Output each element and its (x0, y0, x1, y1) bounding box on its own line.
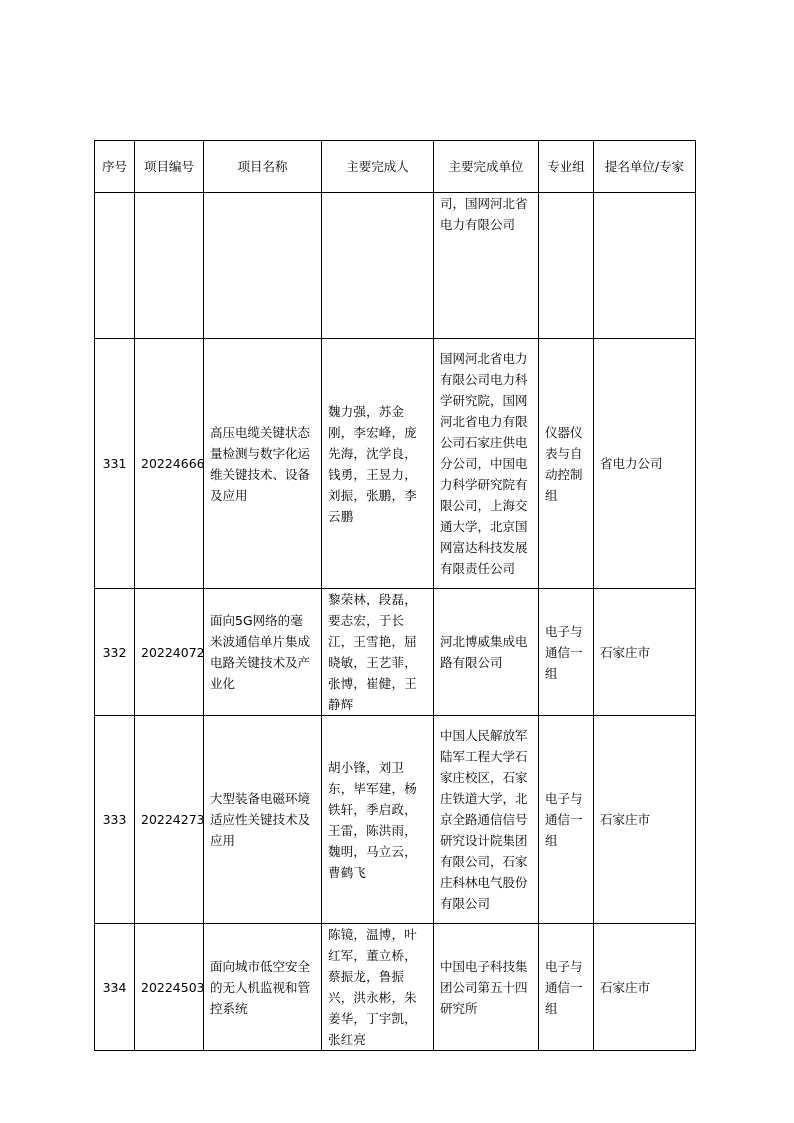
cell-nominator: 石家庄市 (594, 716, 696, 924)
cell-name-text: 面向城市低空安全的无人机监视和管控系统 (210, 958, 311, 1016)
header-name: 项目名称 (204, 141, 322, 193)
cell-group-text: 仪器仪表与自动控制组 (545, 424, 583, 503)
cell-units-text: 河北博威集成电路有限公司 (440, 634, 528, 670)
table-row (95, 589, 696, 716)
cell-name (204, 339, 322, 589)
table-row (95, 716, 696, 924)
cell-units (434, 716, 539, 924)
header-seq: 序号 (95, 141, 135, 193)
table-row (95, 193, 696, 339)
cell-name (204, 193, 322, 339)
header-people: 主要完成人 (322, 141, 434, 193)
cell-units (434, 193, 539, 339)
cell-people-text: 陈镜，温博，叶红军，董立桥，蔡振龙，鲁振兴，洪永彬，朱姜华，丁宇凯，张红亮 (328, 927, 417, 1047)
cell-seq: 333 (95, 716, 135, 924)
cell-name (204, 716, 322, 924)
cell-nominator (594, 193, 696, 339)
cell-people-text: 黎荣林，段磊，要志宏，于长江，王雪艳，屈晓敏，王艺菲，张博，崔健，王静辉 (328, 592, 417, 712)
header-group: 专业组 (539, 141, 594, 193)
awards-table (94, 140, 696, 1051)
cell-group (539, 924, 594, 1051)
cell-name-text: 面向5G网络的毫米波通信单片集成电路关键技术及产业化 (210, 613, 311, 691)
cell-units-text: 国网河北省电力有限公司电力科学研究院，国网河北省电力有限公司石家庄供电分公司，中国电力科学研究院有限公司，上海交通大学，北京国网富达科技发展有限责任公司 (440, 351, 528, 576)
cell-code (135, 193, 204, 339)
cell-code: 20224666 (135, 339, 204, 589)
cell-people-text: 魏力强，苏金刚，李宏峰，庞先海，沈学良，钱勇，王昱力，刘振，张鹏，李云鹏 (328, 403, 417, 524)
cell-people-text: 胡小锋，刘卫东，毕军建，杨铁轩，季启政，王雷，陈洪雨，魏明，马立云，曹鹤飞 (328, 759, 417, 880)
header-nominator: 提名单位/专家 (594, 141, 696, 193)
cell-group-text: 电子与通信一组 (545, 623, 583, 681)
cell-people (322, 924, 434, 1051)
cell-group (539, 716, 594, 924)
cell-people (322, 716, 434, 924)
cell-seq (95, 193, 135, 339)
table-header-row (95, 141, 696, 193)
cell-name (204, 924, 322, 1051)
cell-name-text: 大型装备电磁环境适应性关键技术及应用 (210, 791, 311, 848)
table-row (95, 339, 696, 589)
cell-group (539, 339, 594, 589)
cell-group (539, 193, 594, 339)
cell-people (322, 339, 434, 589)
cell-group-text: 电子与通信一组 (545, 791, 583, 848)
cell-name-text: 高压电缆关键状态量检测与数字化运维关键技术、设备及应用 (210, 424, 311, 503)
header-units: 主要完成单位 (434, 141, 539, 193)
cell-people (322, 589, 434, 716)
cell-units-text: 中国人民解放军陆军工程大学石家庄校区，石家庄铁道大学，北京全路通信信号研究设计院集团有限公司，石家庄科林电气股份有限公司 (440, 728, 528, 911)
cell-seq: 334 (95, 924, 135, 1051)
cell-group-text: 电子与通信一组 (545, 958, 583, 1016)
header-code: 项目编号 (135, 141, 204, 193)
cell-group (539, 589, 594, 716)
cell-nominator: 石家庄市 (594, 589, 696, 716)
cell-units-text: 司，国网河北省电力有限公司 (440, 196, 528, 232)
cell-name (204, 589, 322, 716)
cell-units (434, 924, 539, 1051)
cell-nominator: 石家庄市 (594, 924, 696, 1051)
cell-units-text: 中国电子科技集团公司第五十四研究所 (440, 958, 528, 1016)
table-row (95, 924, 696, 1051)
cell-code: 20224273 (135, 716, 204, 924)
cell-people (322, 193, 434, 339)
cell-code: 20224503 (135, 924, 204, 1051)
cell-code: 20224072 (135, 589, 204, 716)
cell-units (434, 339, 539, 589)
cell-seq: 331 (95, 339, 135, 589)
cell-nominator: 省电力公司 (594, 339, 696, 589)
cell-units (434, 589, 539, 716)
cell-seq: 332 (95, 589, 135, 716)
